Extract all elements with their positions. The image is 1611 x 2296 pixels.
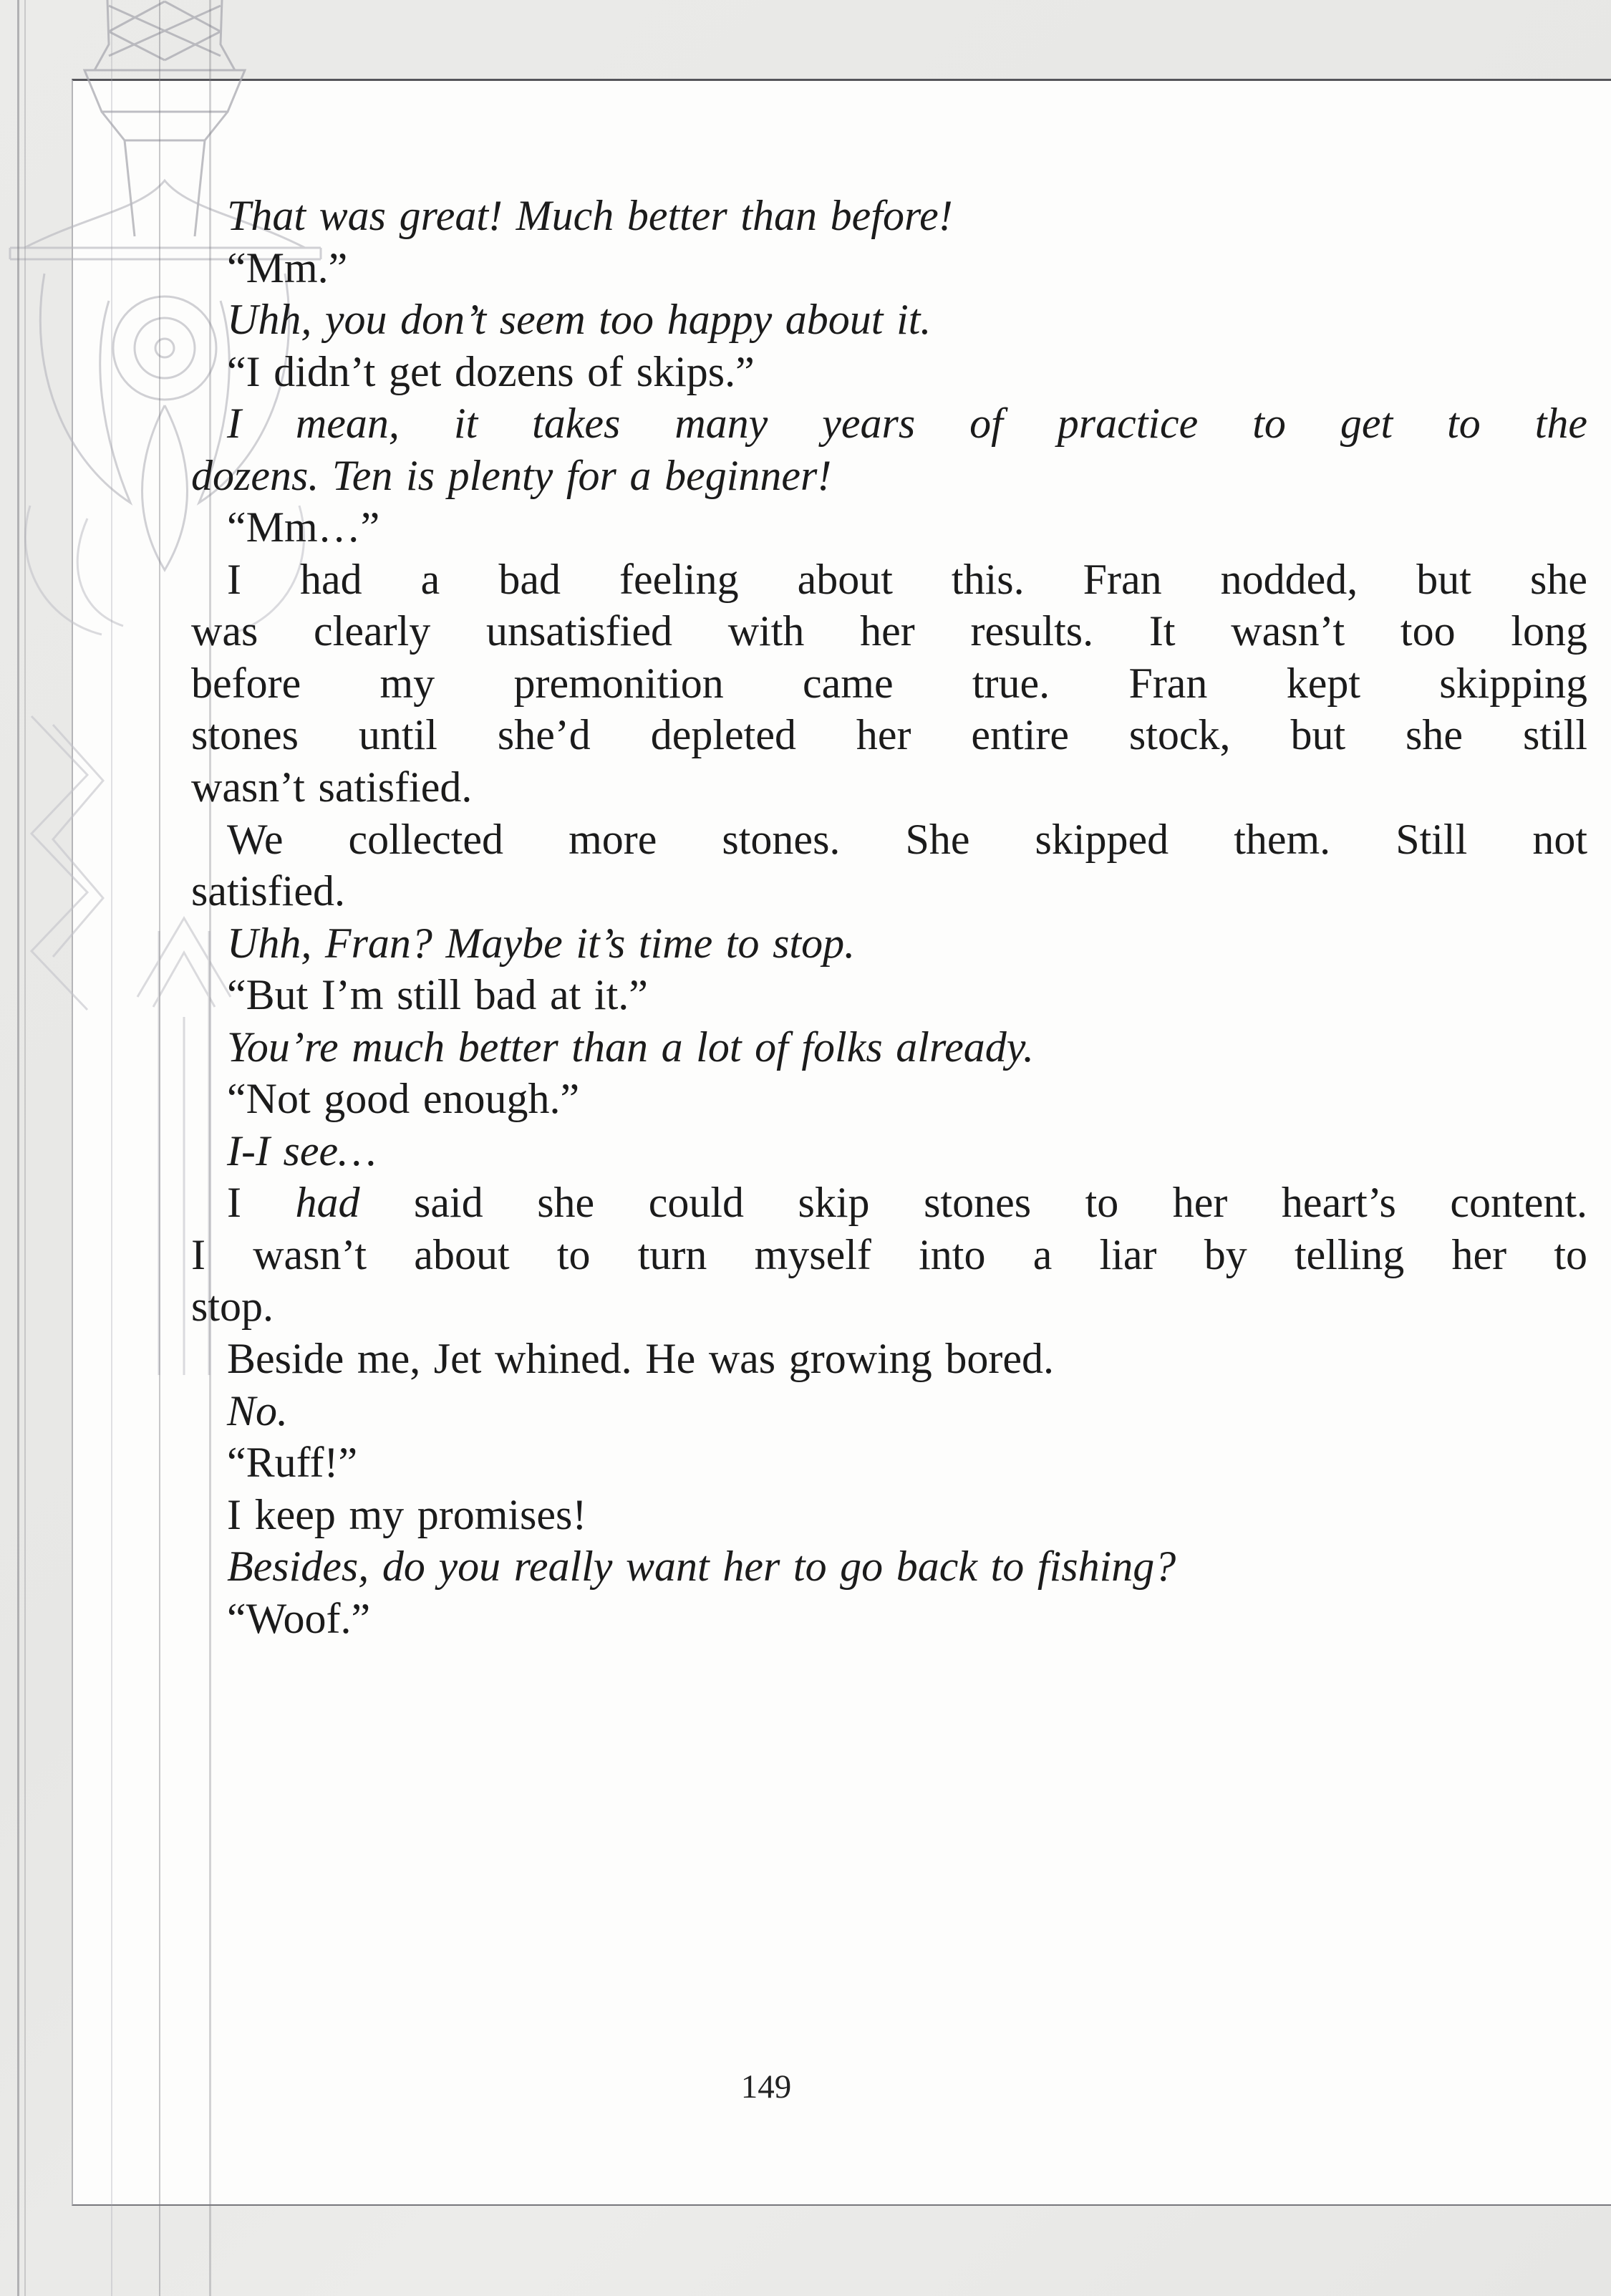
text-line	[191, 1540, 1587, 1593]
text-line	[191, 501, 1587, 554]
text-segment: “Not good enough.”	[227, 1075, 580, 1123]
text-segment: You’re much better than a lot of folks already.	[227, 1023, 1035, 1071]
text-line	[191, 657, 1587, 710]
crease-line	[17, 0, 19, 2296]
text-line	[191, 1280, 1587, 1333]
text-line	[191, 1021, 1587, 1074]
text-segment: “Ruff!”	[227, 1439, 358, 1487]
text-line	[191, 969, 1587, 1021]
text-segment: “Mm.”	[227, 243, 348, 291]
text-segment: stones until she’d depleted her entire stock, but she still	[191, 711, 1587, 759]
text-line	[191, 1229, 1587, 1281]
text-line	[191, 917, 1587, 970]
text-segment: satisfied.	[191, 867, 345, 915]
text-line	[191, 1177, 1587, 1229]
text-segment: I mean, it takes many years of practice to get to the	[227, 400, 1587, 448]
text-segment: I	[227, 1179, 296, 1227]
text-segment: dozens. Ten is plenty for a beginner!	[191, 451, 832, 499]
text-segment: I wasn’t about to turn myself into a liar by telling her to	[191, 1230, 1587, 1278]
text-line	[191, 242, 1587, 294]
text-line	[191, 554, 1587, 606]
text-segment: Besides, do you really want her to go back to fishing?	[227, 1543, 1176, 1591]
text-segment: No.	[227, 1386, 289, 1434]
text-segment: “Woof.”	[227, 1594, 371, 1642]
text-segment: “I didn’t get dozens of skips.”	[227, 347, 755, 395]
text-segment: That was great! Much better than before!	[227, 192, 953, 239]
text-line	[191, 1385, 1587, 1437]
text-line	[191, 1073, 1587, 1125]
text-line	[191, 1489, 1587, 1541]
text-segment: I keep my promises!	[227, 1490, 587, 1538]
text-line	[191, 346, 1587, 398]
text-line	[191, 397, 1587, 450]
text-line	[191, 1333, 1587, 1385]
text-line	[191, 1593, 1587, 1645]
text-line	[191, 865, 1587, 917]
page-number: 149	[740, 2068, 792, 2106]
text-segment: wasn’t satisfied.	[191, 763, 473, 811]
text-segment: I-I see…	[227, 1127, 377, 1174]
text-segment: “But I’m still bad at it.”	[227, 971, 648, 1019]
text-segment: Uhh, you don’t seem too happy about it.	[227, 296, 932, 344]
text-line	[191, 450, 1587, 502]
text-line	[191, 709, 1587, 761]
text-segment: I had a bad feeling about this. Fran nodded, but she	[227, 555, 1587, 603]
text-line	[191, 761, 1587, 814]
crease-line	[24, 0, 26, 2296]
text-segment: Uhh, Fran? Maybe it’s time to stop.	[227, 919, 856, 967]
text-line	[191, 605, 1587, 657]
text-segment: had	[295, 1179, 360, 1227]
text-line	[191, 1125, 1587, 1177]
text-segment: was clearly unsatisfied with her results. It wasn’t too long	[191, 607, 1587, 655]
text-segment: said she could skip stones to her heart’s content.	[359, 1179, 1587, 1227]
body-text-block	[191, 190, 1587, 1644]
text-line	[191, 190, 1587, 242]
text-segment: We collected more stones. She skipped them. Still not	[227, 815, 1587, 863]
text-line	[191, 294, 1587, 346]
text-line	[191, 1437, 1587, 1489]
text-line	[191, 814, 1587, 866]
text-segment: stop.	[191, 1283, 274, 1331]
text-segment: before my premonition came true. Fran kept skipping	[191, 659, 1587, 707]
text-segment: “Mm…”	[227, 503, 380, 551]
text-segment: Beside me, Jet whined. He was growing bored.	[227, 1335, 1054, 1383]
